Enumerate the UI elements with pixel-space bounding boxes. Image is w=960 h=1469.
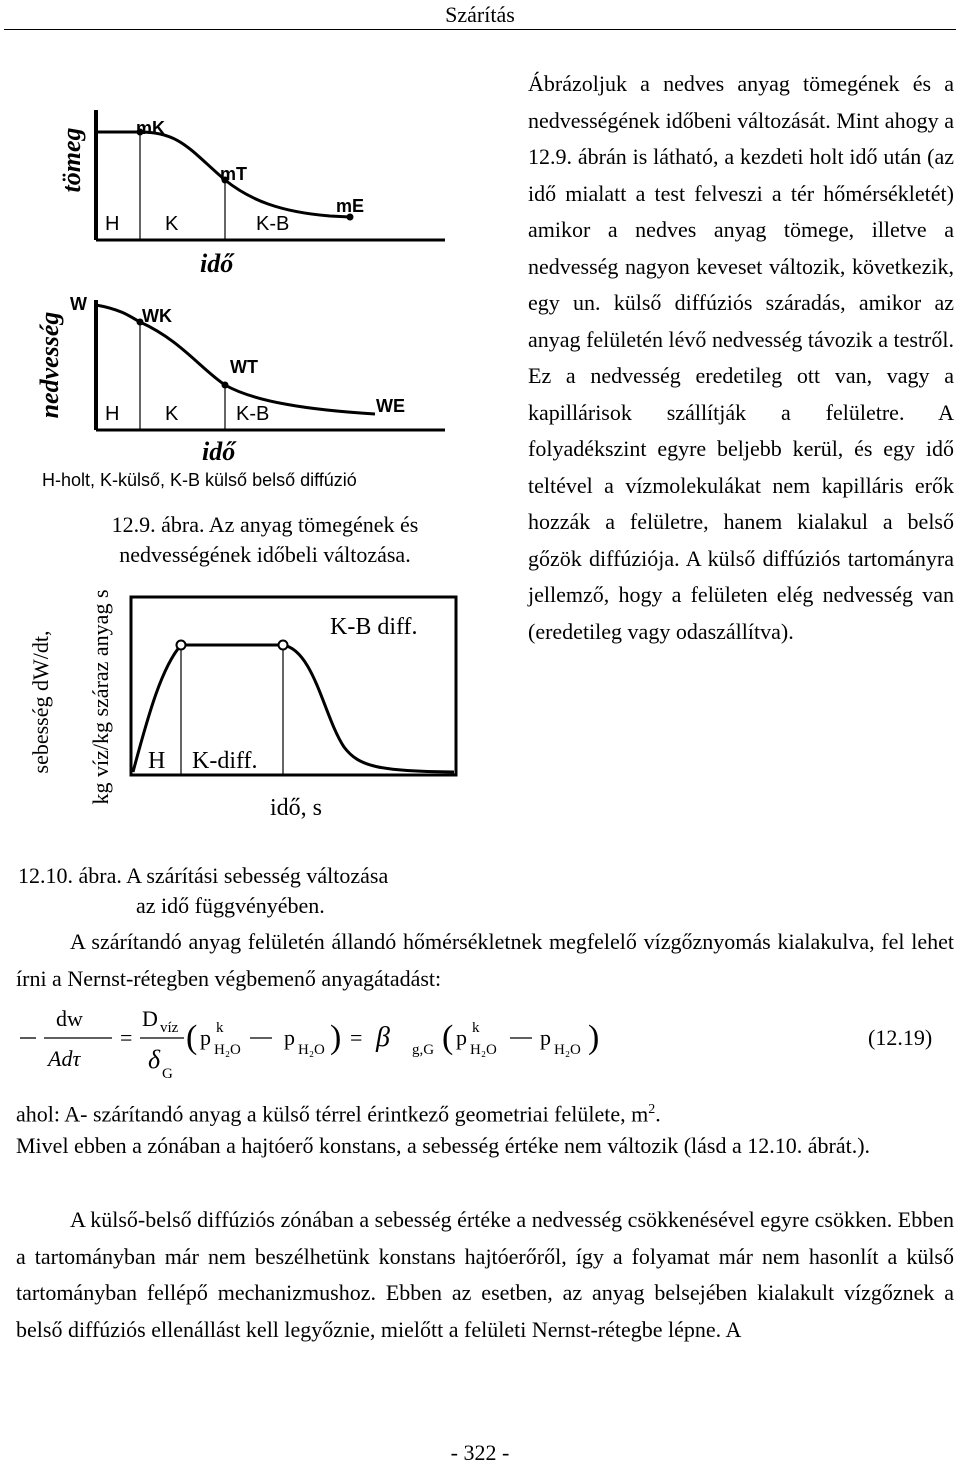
right-column-paragraph: Ábrázoljuk a nedves anyag tömegének és a nedvességének időbeni változását. Mint ahogy a 12.9. ábrán is látható, a kezdeti holt idő után (az idő mialatt a test felveszi a tér hőmérsékletét) amikor a nedves anyag tömege, illetve a nedvesség nagyon keveset változik, következik, egy un. külső diffúziós száradás, amikor az anyag felületén lévő nedvesség távozik a testről. Ez a nedvesség eredetileg ott van, vagy a kapillárisok szállítják a felületre. A folyadékszint egyre beljebb kerül, és egy idő teltével a vízmolekulákat nem kapilláris erők hozzák a felületre, hanem kialakul a belső gőzök diffúziója. A külső diffúziós tartományra jellemző, hogy a felületen elég nedvesség van (eredetileg vagy odaszállítva). [528, 71, 954, 644]
eq-p1-sup: k [216, 1020, 224, 1036]
eq-beta-sub: g,G [412, 1042, 435, 1058]
mass-region-h: H [105, 213, 120, 235]
moisture-region-kb: K-B [236, 403, 270, 425]
header-rule [4, 29, 956, 30]
rate-axis-label-1: sebesség dW/dt, [28, 630, 53, 774]
rate-region-h: H [148, 748, 166, 774]
page-number: - 322 - [450, 1440, 510, 1465]
equation-12-19 [16, 998, 956, 1084]
eq-lhs-denominator: Adτ [48, 1046, 81, 1071]
eq-delta-sub: G [162, 1066, 173, 1082]
mass-chart [57, 110, 445, 278]
eq-paren-open-1: ( [186, 1019, 198, 1056]
eq-d-sub: víz [160, 1020, 179, 1036]
figure1-caption-line1: 12.9. ábra. Az anyag tömegének és [111, 512, 419, 537]
figure1-caption-line2: nedvességének időbeli változása. [119, 542, 411, 567]
paragraph-falling-rate: A külső-belső diffúziós zónában a sebesség értéke a nedvesség csökkenésével egyre csökken. Ebben a tartományban már nem beszélhetünk konstans hajtóerőről, így a folyamat már nem hasonlít a külső tartományban fellépő mechanizmushoz. Ebben az esetben, az anyag belsejében kialakult vízgőznek a belső diffúziós ellenállást kell legyőznie, mielőtt a felületi Nernst-rétegbe lépne. A [16, 1207, 954, 1342]
moisture-axis-label: nedvesség [35, 311, 64, 419]
mass-x-label: idő [200, 249, 234, 278]
rate-axis-label-2: kg víz/kg száraz anyag s [88, 589, 113, 805]
label-wt: WT [230, 357, 258, 377]
definition-text: ahol: A- szárítandó anyag a külső térrel érintkező geometriai felülete, m [16, 1101, 649, 1127]
rate-region-kb: K-B diff. [330, 614, 418, 640]
figure-12-9 [30, 100, 500, 500]
eq-p3-sup: k [472, 1020, 480, 1036]
rate-point-k [177, 641, 186, 650]
eq-paren-close-2: ) [588, 1019, 600, 1056]
page-header [0, 0, 960, 30]
mass-region-k: K [165, 213, 179, 235]
eq-delta: δ [148, 1045, 161, 1074]
eq-p2: p [284, 1025, 295, 1050]
eq-p4: p [540, 1025, 551, 1050]
moisture-chart [35, 294, 445, 490]
eq-lhs-numerator: dw [56, 1006, 83, 1031]
eq-equals-2: = [350, 1025, 363, 1050]
figure2-caption-line2: az idő függvényében. [136, 893, 325, 918]
label-wk: WK [142, 306, 172, 326]
eq-p4-sub: H₂O [554, 1042, 581, 1058]
eq-paren-open-2: ( [442, 1019, 454, 1056]
eq-d: D [142, 1006, 158, 1031]
header-title: Szárítás [445, 2, 515, 27]
label-mk: mK [136, 118, 166, 138]
moisture-point-t [222, 382, 229, 389]
eq-number: (12.19) [868, 1025, 933, 1050]
mass-axis-label: tömeg [57, 127, 86, 193]
figure1-legend: H-holt, K-külső, K-B külső belső diffúzió [42, 470, 357, 490]
eq-equals-1: = [120, 1025, 133, 1050]
figure2-caption-line1: 12.10. ábra. A szárítási sebesség változása [18, 863, 389, 888]
eq-paren-close-1: ) [330, 1019, 342, 1056]
eq-p2-sub: H₂O [298, 1042, 325, 1058]
eq-p1-sub: H₂O [214, 1042, 241, 1058]
definition-sup: 2 [648, 1102, 656, 1117]
label-me: mE [336, 196, 365, 216]
figure-12-10 [14, 572, 514, 854]
paragraph-constant-rate: Mivel ebben a zónában a hajtóerő konstans, a sebesség értéke nem változik (lásd a 12.10. ábrát.). [16, 1133, 871, 1158]
paragraph-nernst: A szárítandó anyag felületén állandó hőmérsékletnek megfelelő vízgőznyomás kialakulva, fel lehet írni a Nernst-rétegben végbemenő anyagátadást: [16, 929, 954, 991]
rate-x-label: idő, s [270, 795, 323, 821]
paragraph-definition [16, 1092, 954, 1133]
eq-beta: β [376, 1022, 390, 1053]
moisture-x-label: idő [202, 437, 236, 466]
moisture-region-h: H [105, 403, 120, 425]
rate-region-k: K-diff. [192, 748, 258, 774]
moisture-region-k: K [165, 403, 179, 425]
figure2-caption [18, 861, 518, 921]
label-w: W [70, 294, 87, 314]
eq-p3-sub: H₂O [470, 1042, 497, 1058]
eq-p3: p [456, 1025, 467, 1050]
rate-point-kb [279, 641, 288, 650]
definition-end: . [655, 1101, 661, 1127]
eq-p1: p [200, 1025, 211, 1050]
label-mt: mT [220, 164, 247, 184]
figure1-caption [40, 510, 490, 570]
mass-region-kb: K-B [256, 213, 290, 235]
label-we: WE [376, 396, 405, 416]
